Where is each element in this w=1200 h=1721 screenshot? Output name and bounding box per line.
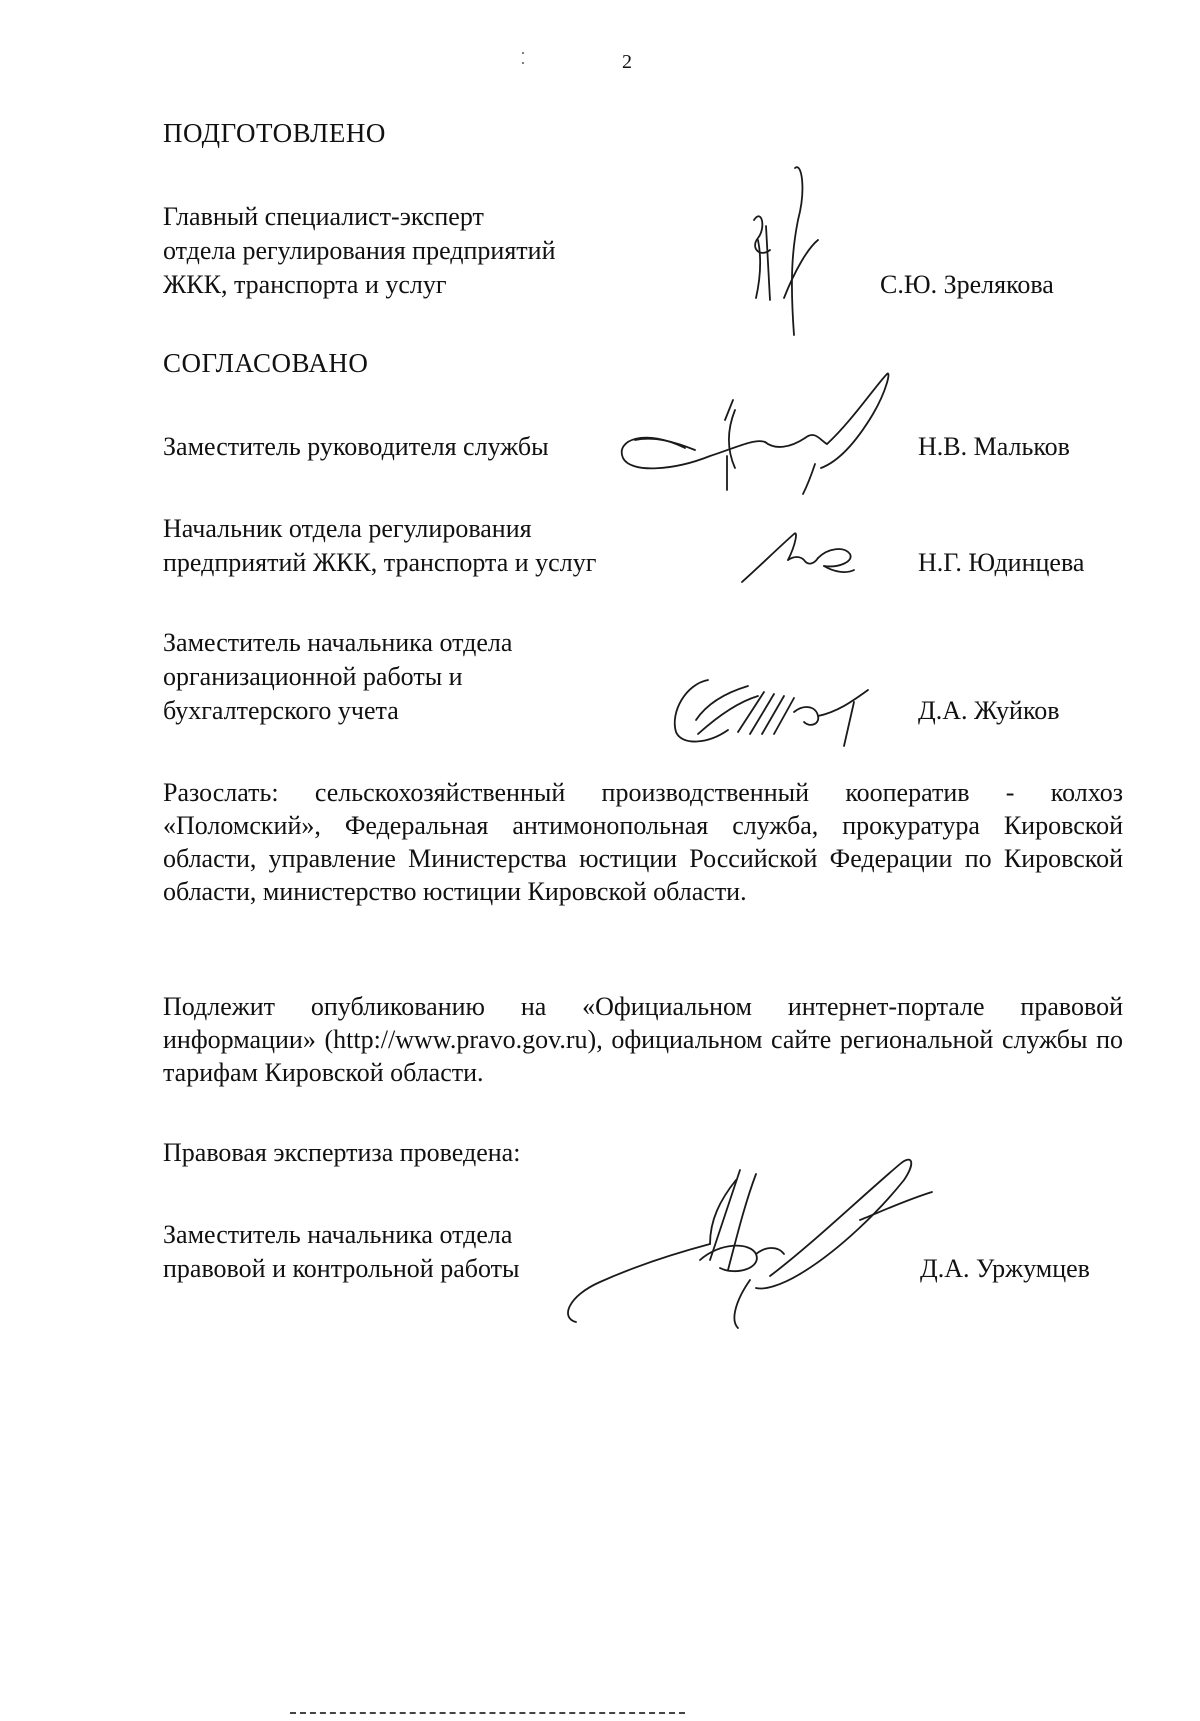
signature-malkov xyxy=(615,370,900,495)
scan-speck xyxy=(522,62,524,64)
page-number: 2 xyxy=(622,51,632,73)
legal-review-name: Д.А. Уржумцев xyxy=(920,1254,1090,1283)
publication-paragraph: Подлежит опубликованию на «Официальном интернет-портале правовой информации» (http://www.pravo.gov.ru), официальном сайте региональной службы по тарифам Кировской области. xyxy=(163,992,1123,1087)
distribution-paragraph: Разослать: сельскохозяйственный производственный кооператив - колхоз «Поломский», Федеральная антимонопольная служба, прокуратура Кировской области, управление Министерства юстиции Российской Федерации по Кировской области, министерство юстиции Кировской области. xyxy=(163,778,1123,906)
signatory-3-name: Д.А. Жуйков xyxy=(918,696,1060,725)
prepared-name: С.Ю. Зрелякова xyxy=(880,270,1054,299)
signatory-2-signature xyxy=(738,526,858,588)
footer-rule xyxy=(290,1712,685,1714)
signatory-3-signature xyxy=(668,672,878,752)
scan-speck xyxy=(522,52,524,54)
signatory-3-position-line: бухгалтерского учета xyxy=(163,696,399,725)
signatory-1-position: Заместитель руководителя службы xyxy=(163,432,549,461)
legal-review-position-line: правовой и контрольной работы xyxy=(163,1254,520,1283)
agreed-heading: СОГЛАСОВАНО xyxy=(163,348,369,378)
signatory-3-position-line: организационной работы и xyxy=(163,662,463,691)
prepared-position-line: ЖКК, транспорта и услуг xyxy=(163,270,447,299)
signatory-2-position-line: предприятий ЖКК, транспорта и услуг xyxy=(163,548,597,577)
prepared-heading: ПОДГОТОВЛЕНО xyxy=(163,118,386,148)
signatory-2-position-line: Начальник отдела регулирования xyxy=(163,514,532,543)
legal-review-heading: Правовая экспертиза проведена: xyxy=(163,1138,521,1167)
legal-review-position-line: Заместитель начальника отдела xyxy=(163,1220,513,1249)
signatory-1-name: Н.В. Мальков xyxy=(918,432,1070,461)
signatory-3-position-line: Заместитель начальника отдела xyxy=(163,628,513,657)
signatory-2-name: Н.Г. Юдинцева xyxy=(918,548,1085,577)
prepared-position-line: отдела регулирования предприятий xyxy=(163,236,556,265)
signature-urzhumtsev xyxy=(560,1150,945,1330)
signature-zrelyakova xyxy=(740,160,840,335)
prepared-position-line: Главный специалист-эксперт xyxy=(163,202,484,231)
